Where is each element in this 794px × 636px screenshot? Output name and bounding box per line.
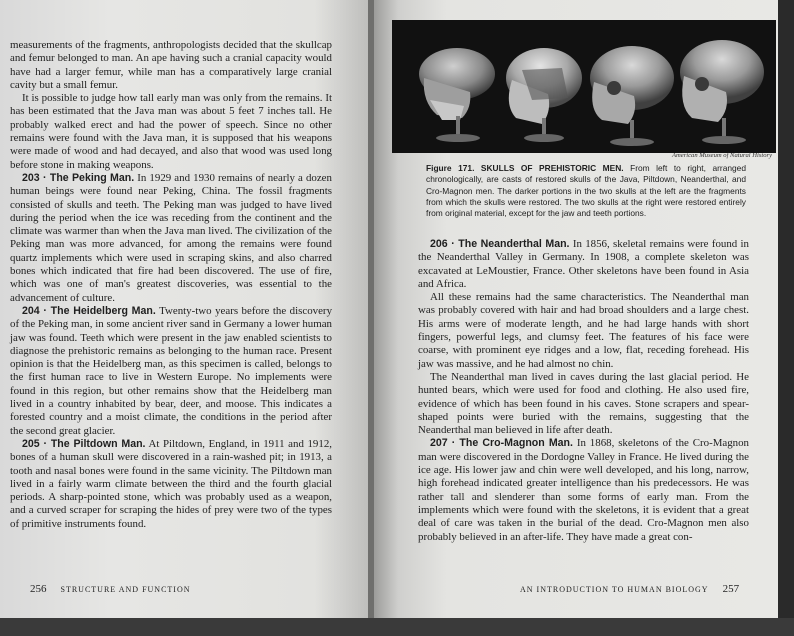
section-title: The Cro-Magnon Man. — [459, 437, 573, 450]
section-title: The Piltdown Man. — [50, 437, 146, 450]
section-204: 204 · The Heidelberg Man. Twenty-two years before the discovery of the Peking man, in some ancient river sand in Germany a lower human jaw was found. Teeth which were present in the jaw enabled scientists to diagnose the prehistoric remains as belonging to the human race. Present opinion is that the Heidelberg man, as this specimen is called, belongs to the first human race to live in Western Europe. No implements were found in this region, but other remains show that the Heidelberg man lived in a country inhabited by bear, deer, and moose. This indicates a forested country and a moist climate, the conditions in the period after the second great glacier. — [10, 304, 333, 437]
section-206: 206 · The Neanderthal Man. In 1856, skeletal remains were found in the Neanderthal Valley in Germany. In 1908, a complete skeleton was excavated at LeMoustier, France. Other skeletons have been found in Asia and Africa. — [418, 238, 750, 290]
paragraph — [418, 291, 749, 371]
section-207: 207 · The Cro-Magnon Man. In 1868, skeletons of the Cro-Magnon man were discovered in the Dordogne Valley in France. He lived during the ice age. His lower jaw and chin were well developed, and his long, narrow, high forehead indicated greater intelligence than his predecessors. He was rather tall and slenderer than some forms of early man. From the implements which were found with the skeletons, it is evident that a great deal of care was taken in the burial of the dead. Cro-Magnon men also probably believed in an after-life. They have made a great con- — [418, 437, 749, 543]
paragraph-text: At Piltdown, England, in 1911 and 1912, bones of a human skull were discovered in a rain-washed pit; in 1913, a tooth and nasal bones were found in the same vicinity. The Piltdown man lived in a fairly warm climate between the third and the fourth glacial periods. A sharp-pointed stone, which was probably used as a weapon, and a curved scraper for scraping the hides of prey were two of the types of primitive instruments found. — [10, 437, 332, 530]
running-title: STRUCTURE AND FUNCTION — [60, 585, 191, 594]
paragraph-text: All these remains had the same characteristics. The Neanderthal man was probably covered with hair and had broad shoulders and a large chest. His arms were of moderate length, and he had large hands with short fingers, powerful legs, and clumsy feet. The features of his face were coarse, with prominent eye ridges and a low, flat, receding forehead. His jaw was massive, and he had almost no chin. — [418, 291, 749, 370]
running-title: AN INTRODUCTION TO HUMAN BIOLOGY — [520, 585, 709, 594]
paragraph-text: In 1929 and 1930 remains of nearly a dozen human beings were found near Peking, China. The fossil fragments consisted of skulls and teeth. The Peking man was judged to have lived during the period when the ice was receding from the continent and the climate was warmer than when the Java man lived. The civilization of the Peking man was more advanced, for among the remains were found quartz implements which were used in scraping skins, and also charred bones which indicated that fire had been discovered. The use of fire, which was one of man's greatest discoveries, was essential to the advancement of culture. — [10, 171, 332, 304]
photo-credit: American Museum of Natural History — [672, 152, 772, 159]
background-edge — [778, 0, 794, 618]
paragraph-text: measurements of the fragments, anthropologists decided that the skullcap and femur belonged to man. An ape having such a cranial capacity would have had a larger femur, while man has a comparatively large cranial cavity but a small femur. — [10, 39, 332, 91]
paragraph-text: In 1856, skeletal remains were found in the Neanderthal Valley in Germany. In 1908, a complete skeleton was excavated at LeMoustier, France. Other skeletons have been found in Asia and Africa. — [418, 238, 750, 290]
caption-label: Figure 171. SKULLS OF PREHISTORIC MEN. — [426, 163, 624, 173]
paragraph-text: Twenty-two years before the discovery of the Peking man, in some ancient river sand in Germany a lower human jaw was found. Teeth which were present in the jaw enabled scientists to diagnose the prehistoric remains as belonging to the human race. Present opinion is that the Heidelberg man, as this specimen is called, belongs to the first human race to live in Western Europe. No implements were found in this region, but other remains show that the Heidelberg man lived in a country inhabited by bear, deer, and moose. This indicates a forested country and a moist climate, the conditions in the period after the second great glacier. — [10, 304, 333, 437]
caption-text: From left to right, arranged chronologically, are casts of restored skulls of the Java, Piltdown, Neanderthal, and Cro-Magnon men. The darker portions in the two skulls at the left are the fragments from which the skulls were restored. The two skulls at the right were restored entirely from original material, except for the jaw and teeth portions. — [426, 163, 746, 219]
section-title: The Heidelberg Man. — [50, 304, 156, 317]
paragraph — [10, 92, 332, 172]
page-number: 257 — [722, 583, 740, 595]
section-title: The Peking Man. — [49, 171, 135, 184]
page-number: 256 — [30, 583, 47, 595]
right-page — [374, 0, 778, 618]
skulls-image — [392, 20, 776, 153]
paragraph-text: In 1868, skeletons of the Cro-Magnon man were discovered in the Dordogne Valley in France. He lived during the ice age. His lower jaw and chin were well developed, and his long, narrow, high forehead indicated greater intelligence than his predecessors. He was rather tall and slenderer than some forms of early man. From the implements which were found with the skeletons, it is evident that a great deal of care was taken in the burial of the dead. Cro-Magnon men also probably believed in an after-life. They have made a great con- — [418, 437, 749, 543]
left-page-text — [10, 39, 332, 531]
section-203: 203 · The Peking Man. In 1929 and 1930 remains of nearly a dozen human beings were found near Peking, China. The fossil fragments consisted of skulls and teeth. The Peking man was judged to have lived during the period when the ice was receding from the continent and the climate was warmer than when the Java man lived. The civilization of the Peking man was more advanced, for among the remains were found quartz implements which were used in scraping skins, and also charred bones which indicated that fire had been discovered. The use of fire, which was one of man's greatest discoveries, was essential to the advancement of culture. — [10, 171, 332, 304]
section-number: 204 — [22, 304, 40, 317]
paragraph-text: It is possible to judge how tall early man was only from the remains. It has been estimated that the Java man was about 5 feet 7 inches tall. He probably walked erect and had the power of speech. Since no other remains were found with the Java man, it is supposed that his weapons were made of wood and had decayed, and also that wood was used long before stone in making weapons. — [10, 92, 332, 171]
background-bottom — [0, 618, 794, 636]
skulls-photograph — [392, 20, 776, 153]
figure-caption — [426, 163, 746, 219]
paragraph — [418, 371, 749, 437]
section-number: 205 — [22, 437, 40, 450]
section-title: The Neanderthal Man. — [458, 238, 570, 250]
left-footer — [30, 583, 191, 595]
right-page-text — [418, 238, 749, 544]
section-number: 206 — [430, 238, 448, 250]
left-page — [0, 0, 370, 618]
section-number: 207 — [430, 437, 448, 450]
section-205: 205 · The Piltdown Man. At Piltdown, England, in 1911 and 1912, bones of a human skull were discovered in a rain-washed pit; in 1913, a tooth and nasal bones were found in the same vicinity. The Piltdown man lived in a fairly warm climate between the third and the fourth glacial periods. A sharp-pointed stone, which was probably used as a weapon, and a curved scraper for scraping the hides of prey were two of the types of primitive instruments found. — [10, 437, 332, 530]
right-footer — [520, 583, 739, 595]
paragraph — [10, 39, 332, 92]
section-number: 203 — [22, 171, 40, 184]
paragraph-text: The Neanderthal man lived in caves during the last glacial period. He hunted bears, which were used for food and clothing. He also used fire, evidence of which has been found in his caves. Stone scrapers and spear-shaped points were buried with the remains, suggesting that the Neanderthal man believed in life after death. — [418, 370, 749, 437]
